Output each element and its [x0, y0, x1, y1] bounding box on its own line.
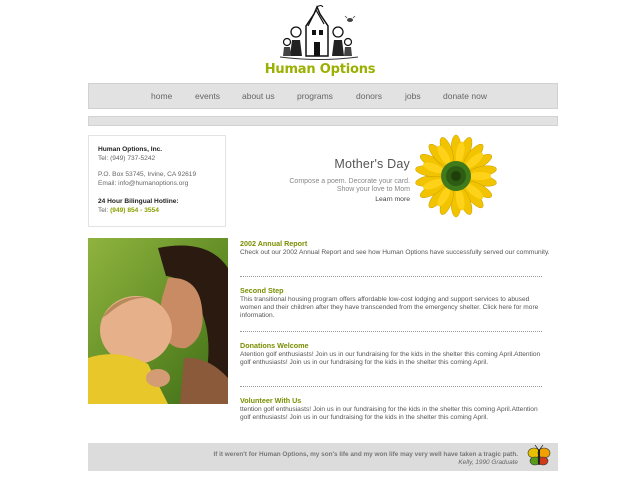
footer-bar: [88, 443, 558, 471]
nav-jobs[interactable]: jobs: [405, 91, 421, 101]
hotline-prefix: Tel:: [98, 206, 109, 214]
news-title[interactable]: 2002 Annual Report: [240, 239, 308, 248]
news-title[interactable]: Volunteer With Us: [240, 396, 302, 405]
footer-quote-block: [213, 451, 518, 467]
news-body: ttention golf enthusiasts! Join us in our fundraising for the kids in the shelter this coming April.Attention golf enthusiasts! Join us in our fundraising for the kids in the shelter this coming April.: [240, 406, 538, 422]
news-title[interactable]: Donations Welcome: [240, 341, 309, 350]
nav-events[interactable]: events: [195, 91, 221, 101]
org-email[interactable]: Email: info@humanoptions.org: [98, 179, 189, 187]
house-family-icon: [262, 4, 378, 64]
logo-text: Human Options: [264, 62, 376, 77]
nav-about-us[interactable]: about us: [242, 91, 275, 101]
org-address: P.O. Box 53745, Irvine, CA 92619: [98, 171, 197, 179]
butterfly-icon: [527, 444, 551, 468]
news-item: [240, 239, 550, 257]
learn-more-link[interactable]: Learn more: [375, 196, 410, 203]
news-divider: [240, 331, 542, 332]
nav-donate-now[interactable]: donate now: [443, 91, 487, 101]
nav-programs[interactable]: programs: [297, 91, 333, 101]
news-body: Atention golf enthusiasts! Join us in our fundraising for the kids in the shelter this coming April.Attention golf enthusiasts! Join us in our fundraising for the kids in the shelter this coming April.: [240, 351, 541, 367]
feature-title: Mother's Day: [334, 157, 410, 171]
org-phone: Tel: (949) 737-5242: [98, 154, 156, 162]
mother-child-photo: [88, 238, 228, 404]
news-item: [240, 341, 550, 367]
news-divider: [240, 276, 542, 277]
sub-nav-bar: [88, 116, 558, 126]
org-name: Human Options, Inc.: [98, 146, 163, 153]
footer-quote: If it weren't for Human Options, my son's life and my won life may very well have taken a tragic path.: [213, 451, 518, 458]
news-title[interactable]: Second Step: [240, 286, 284, 295]
news-body: Check out our 2002 Annual Report and see how Human Options have successfully served our community.: [240, 249, 550, 256]
nav-home[interactable]: home: [151, 91, 173, 101]
hotline-title: 24 Hour Bilingual Hotline:: [98, 198, 179, 206]
news-divider: [240, 386, 542, 387]
logo[interactable]: [262, 4, 378, 80]
sunflower-image[interactable]: [414, 134, 498, 218]
news-item: [240, 286, 550, 320]
news-body: This transitional housing program offers affordable low-cost lodging and support services to abused women and their children after they have transcended from the emergency shelter. Click here for more information.: [240, 296, 539, 320]
contact-box: [88, 135, 226, 227]
hotline-line: [98, 207, 225, 216]
main-nav: [88, 83, 558, 109]
nav-donors[interactable]: donors: [356, 91, 382, 101]
footer-attribution: Kelly, 1990 Graduate: [458, 459, 518, 466]
news-item: [240, 396, 550, 422]
feature-text: Compose a poem. Decorate your card. Show your love to Mom: [289, 178, 410, 194]
hotline-number: (949) 854 - 3554: [110, 206, 159, 214]
